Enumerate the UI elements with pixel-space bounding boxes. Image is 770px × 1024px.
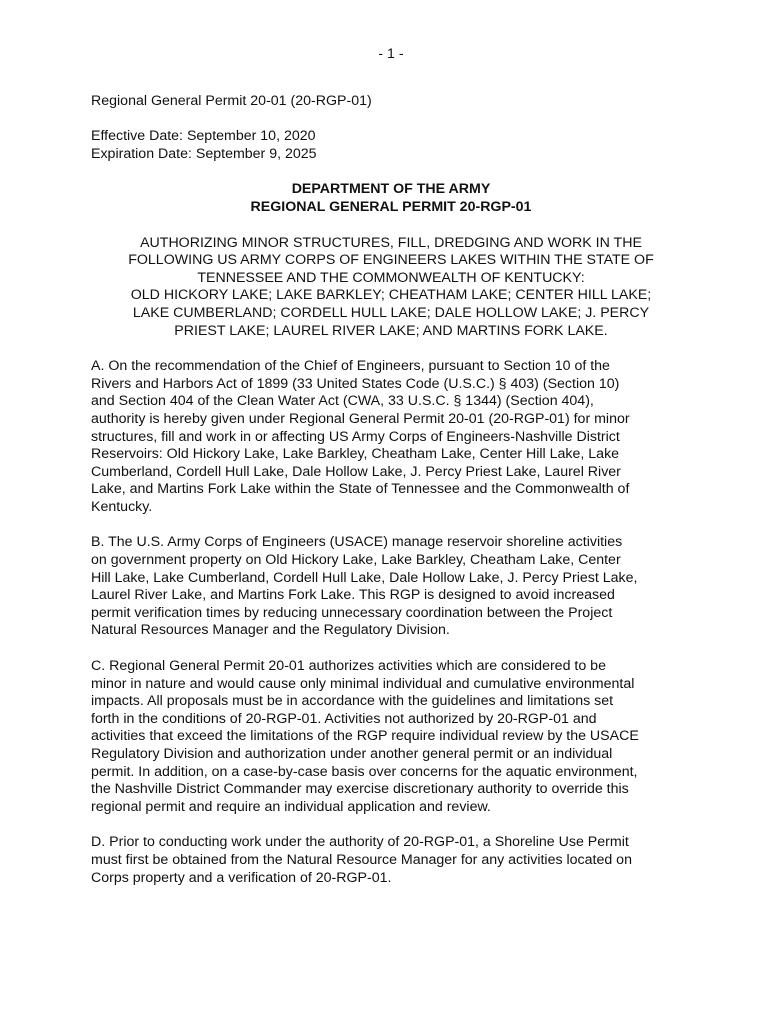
subject-line: AUTHORIZING MINOR STRUCTURES, FILL, DREDGING AND WORK IN THE: [140, 234, 642, 251]
paragraph-line: permit. In addition, on a case-by-case basis over concerns for the aquatic environment,: [91, 763, 638, 780]
paragraph-line: structures, fill and work in or affecting US Army Corps of Engineers-Nashville District: [91, 428, 620, 445]
paragraph-line: activities that exceed the limitations of the RGP require individual review by the USACE: [91, 728, 639, 745]
paragraph-line: Regulatory Division and authorization under another general permit or an individual: [91, 746, 613, 762]
paragraph-line: D. Prior to conducting work under the authority of 20-RGP-01, a Shoreline Use Permit: [91, 834, 629, 851]
subject-line: TENNESSEE AND THE COMMONWEALTH OF KENTUCKY:: [197, 269, 585, 286]
paragraph-line: minor in nature and would cause only minimal individual and cumulative environmental: [91, 675, 635, 692]
heading-department: DEPARTMENT OF THE ARMY: [291, 181, 491, 198]
paragraph-line: permit verification times by reducing unnecessary coordination between the Project: [91, 604, 613, 621]
paragraph-d: [91, 834, 691, 887]
paragraph-line: Corps property and a verification of 20-RGP-01.: [91, 869, 392, 886]
paragraph-line: Kentucky.: [91, 498, 153, 515]
heading-permit: REGIONAL GENERAL PERMIT 20-RGP-01: [250, 198, 532, 215]
paragraph-line: on government property on Old Hickory Lake, Lake Barkley, Cheatham Lake, Center: [91, 552, 621, 569]
paragraph-b: [91, 534, 691, 640]
paragraph-line: Lake, and Martins Fork Lake within the State of Tennessee and the Commonwealth of: [91, 481, 630, 498]
paragraph-a: [91, 358, 691, 516]
subject-line: PRIEST LAKE; LAUREL RIVER LAKE; AND MARTINS FORK LAKE.: [174, 322, 608, 339]
paragraph-c: [91, 658, 691, 816]
effective-date: Effective Date: September 10, 2020: [91, 128, 316, 145]
paragraph-line: A. On the recommendation of the Chief of Engineers, pursuant to Section 10 of the: [91, 358, 610, 375]
paragraph-line: the Nashville District Commander may exercise discretionary authority to override this: [91, 781, 629, 798]
subject-line: LAKE CUMBERLAND; CORDELL HULL LAKE; DALE HOLLOW LAKE; J. PERCY: [132, 304, 650, 321]
paragraph-line: Rivers and Harbors Act of 1899 (33 United States Code (U.S.C.) § 403) (Section 10): [91, 375, 620, 392]
paragraph-line: and Section 404 of the Clean Water Act (CWA, 33 U.S.C. § 1344) (Section 404),: [91, 393, 594, 410]
paragraph-line: authority is hereby given under Regional General Permit 20-01 (20-RGP-01) for minor: [91, 410, 630, 427]
subject-block: [91, 235, 691, 341]
paragraph-line: Reservoirs: Old Hickory Lake, Lake Barkley, Cheatham Lake, Center Hill Lake, Lake: [91, 446, 620, 463]
paragraph-line: impacts. All proposals must be in accordance with the guidelines and limitations set: [91, 693, 614, 710]
paragraph-line: B. The U.S. Army Corps of Engineers (USACE) manage reservoir shoreline activities: [91, 534, 623, 551]
paragraph-line: Natural Resources Manager and the Regulatory Division.: [91, 622, 450, 639]
expiration-date: Expiration Date: September 9, 2025: [91, 145, 317, 162]
paragraph-line: Hill Lake, Lake Cumberland, Cordell Hull Lake, Dale Hollow Lake, J. Percy Priest Lake,: [91, 569, 638, 586]
paragraph-line: must first be obtained from the Natural Resource Manager for any activities located on: [91, 851, 632, 868]
paragraph-line: Cumberland, Cordell Hull Lake, Dale Hollow Lake, J. Percy Priest Lake, Laurel River: [91, 463, 621, 480]
paragraph-line: C. Regional General Permit 20-01 authorizes activities which are considered to be: [91, 658, 606, 675]
document-page: [91, 46, 691, 905]
page-number: - 1 -: [378, 46, 404, 62]
paragraph-line: Laurel River Lake, and Martins Fork Lake. This RGP is designed to avoid increased: [91, 587, 615, 604]
permit-title: Regional General Permit 20-01 (20-RGP-01): [91, 92, 372, 109]
subject-line: OLD HICKORY LAKE; LAKE BARKLEY; CHEATHAM LAKE; CENTER HILL LAKE;: [130, 287, 652, 304]
paragraph-line: regional permit and require an individual application and review.: [91, 798, 491, 815]
subject-line: FOLLOWING US ARMY CORPS OF ENGINEERS LAKES WITHIN THE STATE OF: [128, 252, 654, 269]
paragraph-line: forth in the conditions of 20-RGP-01. Activities not authorized by 20-RGP-01 and: [91, 710, 597, 727]
